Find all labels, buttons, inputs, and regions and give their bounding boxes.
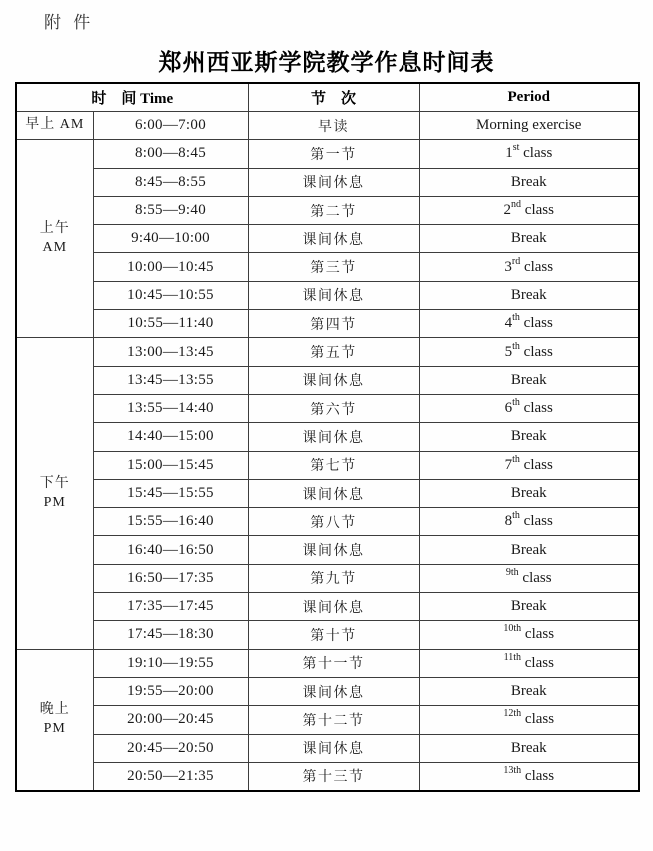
- period-cell: [419, 762, 639, 791]
- period-ordinal-sup: nd: [511, 199, 522, 211]
- period-cell: [419, 338, 639, 366]
- group-cell-pm: [16, 338, 93, 649]
- table-row: [16, 140, 639, 168]
- page-title: 郑州西亚斯学院教学作息时间表: [158, 50, 495, 75]
- table-row: [16, 593, 639, 621]
- time-cell: 17:35—17:45: [93, 593, 248, 621]
- section-cell: 第十一节: [248, 649, 419, 677]
- table-row: [16, 451, 639, 479]
- period-ordinal-sup: 12th: [503, 708, 522, 720]
- time-cell: 15:00—15:45: [93, 451, 248, 479]
- section-cell: 课间休息: [248, 168, 419, 196]
- period-text: 6: [504, 400, 513, 417]
- section-cell: 第一节: [248, 140, 419, 168]
- period-text: Break: [510, 683, 547, 700]
- period-cell: [419, 508, 639, 536]
- period-cell: [419, 112, 639, 140]
- period-cell: [419, 451, 639, 479]
- section-cell: 第八节: [248, 508, 419, 536]
- period-cell: [419, 394, 639, 422]
- group-cell-am: [16, 140, 93, 338]
- header-row: [16, 83, 639, 112]
- section-cell: 第十二节: [248, 706, 419, 734]
- period-text-post: class: [519, 315, 553, 332]
- period-cell: [419, 621, 639, 649]
- table-row: [16, 621, 639, 649]
- time-cell: 9:40—10:00: [93, 225, 248, 253]
- time-cell: 15:45—15:55: [93, 479, 248, 507]
- period-text: 4: [504, 315, 513, 332]
- time-cell: 16:40—16:50: [93, 536, 248, 564]
- period-text-post: class: [518, 569, 552, 586]
- time-cell: 20:00—20:45: [93, 706, 248, 734]
- group-label: 上午: [39, 220, 70, 236]
- header-section: 节 次: [248, 83, 419, 112]
- period-cell: [419, 734, 639, 762]
- table-row: [16, 253, 639, 281]
- period-ordinal-sup: 10th: [503, 623, 522, 635]
- schedule-table: [15, 82, 640, 792]
- period-cell: [419, 196, 639, 224]
- time-cell: 17:45—18:30: [93, 621, 248, 649]
- period-text-post: class: [519, 400, 553, 417]
- period-cell: [419, 225, 639, 253]
- time-cell: 8:00—8:45: [93, 140, 248, 168]
- table-row: [16, 281, 639, 309]
- period-cell: [419, 423, 639, 451]
- table-row: [16, 479, 639, 507]
- section-cell: 课间休息: [248, 281, 419, 309]
- period-ordinal-sup: th: [512, 312, 520, 324]
- period-text: Break: [510, 371, 547, 388]
- table-row: [16, 394, 639, 422]
- table-row: [16, 536, 639, 564]
- table-row: [16, 706, 639, 734]
- period-text-post: class: [521, 767, 555, 784]
- section-cell: 第四节: [248, 310, 419, 338]
- period-ordinal-sup: th: [512, 340, 520, 352]
- period-text-post: class: [519, 513, 553, 530]
- attachment-label: 附 件: [44, 13, 95, 32]
- period-text: Break: [510, 286, 547, 303]
- group-label-line2: AM: [42, 239, 68, 255]
- period-cell: [419, 366, 639, 394]
- period-cell: [419, 281, 639, 309]
- period-text: Break: [510, 598, 547, 615]
- period-text-post: class: [519, 145, 553, 162]
- table-row: [16, 734, 639, 762]
- time-cell: 6:00—7:00: [93, 112, 248, 140]
- table-row: [16, 677, 639, 705]
- table-row: [16, 423, 639, 451]
- time-cell: 16:50—17:35: [93, 564, 248, 592]
- period-text-post: class: [521, 711, 555, 728]
- time-cell: 8:45—8:55: [93, 168, 248, 196]
- period-ordinal-sup: th: [512, 397, 520, 409]
- time-cell: 20:50—21:35: [93, 762, 248, 791]
- period-text: Break: [510, 230, 547, 247]
- period-text: 7: [504, 456, 513, 473]
- period-text-post: class: [521, 202, 554, 219]
- section-cell: 早读: [248, 112, 419, 140]
- period-text: Break: [510, 485, 547, 501]
- section-cell: 第二节: [248, 196, 419, 224]
- period-text: Break: [510, 739, 547, 756]
- group-label-line2: PM: [43, 494, 66, 510]
- section-cell: 课间休息: [248, 593, 419, 621]
- table-row: [16, 168, 639, 196]
- table-row: [16, 196, 639, 224]
- group-label: 早上 AM: [25, 117, 85, 133]
- header-period: Period: [419, 83, 639, 112]
- period-cell: [419, 310, 639, 338]
- period-text: 3: [504, 258, 512, 275]
- period-ordinal-sup: 9th: [505, 566, 519, 578]
- period-text: 1: [505, 145, 513, 162]
- section-cell: 第九节: [248, 564, 419, 592]
- group-label: 晚上: [39, 701, 70, 717]
- period-cell: [419, 479, 639, 507]
- period-text: Morning exercise: [476, 117, 582, 134]
- table-row: [16, 508, 639, 536]
- section-cell: 第七节: [248, 451, 419, 479]
- period-text-post: class: [520, 258, 554, 275]
- section-cell: 课间休息: [248, 677, 419, 705]
- period-text-post: class: [519, 343, 553, 360]
- period-text-post: class: [521, 654, 554, 671]
- table-row: [16, 366, 639, 394]
- group-cell-evening: [16, 649, 93, 791]
- period-cell: [419, 168, 639, 196]
- section-cell: 课间休息: [248, 479, 419, 507]
- period-ordinal-sup: th: [512, 453, 520, 465]
- time-cell: 15:55—16:40: [93, 508, 248, 536]
- period-text-post: class: [519, 456, 553, 473]
- period-text: Break: [510, 541, 547, 558]
- period-ordinal-sup: 13th: [503, 764, 522, 776]
- period-cell: [419, 649, 639, 677]
- period-cell: [419, 706, 639, 734]
- period-text: 2: [503, 202, 512, 219]
- section-cell: 课间休息: [248, 423, 419, 451]
- section-cell: 第十节: [248, 621, 419, 649]
- table-row: [16, 762, 639, 791]
- table-row: [16, 338, 639, 366]
- time-cell: 10:55—11:40: [93, 310, 248, 338]
- section-cell: 第五节: [248, 338, 419, 366]
- period-ordinal-sup: rd: [511, 255, 521, 267]
- time-cell: 14:40—15:00: [93, 423, 248, 451]
- section-cell: 课间休息: [248, 366, 419, 394]
- time-cell: 13:55—14:40: [93, 394, 248, 422]
- period-cell: [419, 536, 639, 564]
- section-cell: 第十三节: [248, 762, 419, 791]
- period-cell: [419, 593, 639, 621]
- period-text-post: class: [521, 626, 555, 643]
- time-cell: 19:55—20:00: [93, 677, 248, 705]
- time-cell: 20:45—20:50: [93, 734, 248, 762]
- table-row: [16, 112, 639, 140]
- time-cell: 19:10—19:55: [93, 649, 248, 677]
- section-cell: 课间休息: [248, 734, 419, 762]
- period-text: Break: [510, 173, 547, 190]
- period-text: 8: [504, 513, 513, 530]
- period-ordinal-sup: st: [512, 142, 520, 154]
- section-cell: 第三节: [248, 253, 419, 281]
- section-cell: 第六节: [248, 394, 419, 422]
- time-cell: 13:45—13:55: [93, 366, 248, 394]
- section-cell: 课间休息: [248, 225, 419, 253]
- table-row: [16, 310, 639, 338]
- time-cell: 13:00—13:45: [93, 338, 248, 366]
- period-cell: [419, 677, 639, 705]
- section-cell: 课间休息: [248, 536, 419, 564]
- group-label-line2: PM: [43, 720, 66, 736]
- period-cell: [419, 253, 639, 281]
- period-text: Break: [510, 428, 547, 445]
- period-cell: [419, 564, 639, 592]
- time-cell: 8:55—9:40: [93, 196, 248, 224]
- period-ordinal-sup: th: [512, 510, 520, 522]
- table-row: [16, 564, 639, 592]
- period-text: 5: [504, 343, 513, 360]
- time-cell: 10:00—10:45: [93, 253, 248, 281]
- group-cell-morning-early: [16, 112, 93, 140]
- period-cell: [419, 140, 639, 168]
- schedule-table-container: [15, 82, 640, 792]
- header-time: 时 间 Time: [16, 83, 248, 112]
- group-label: 下午: [39, 475, 70, 491]
- table-row: [16, 225, 639, 253]
- period-ordinal-sup: 11th: [503, 651, 521, 663]
- time-cell: 10:45—10:55: [93, 281, 248, 309]
- table-row: [16, 649, 639, 677]
